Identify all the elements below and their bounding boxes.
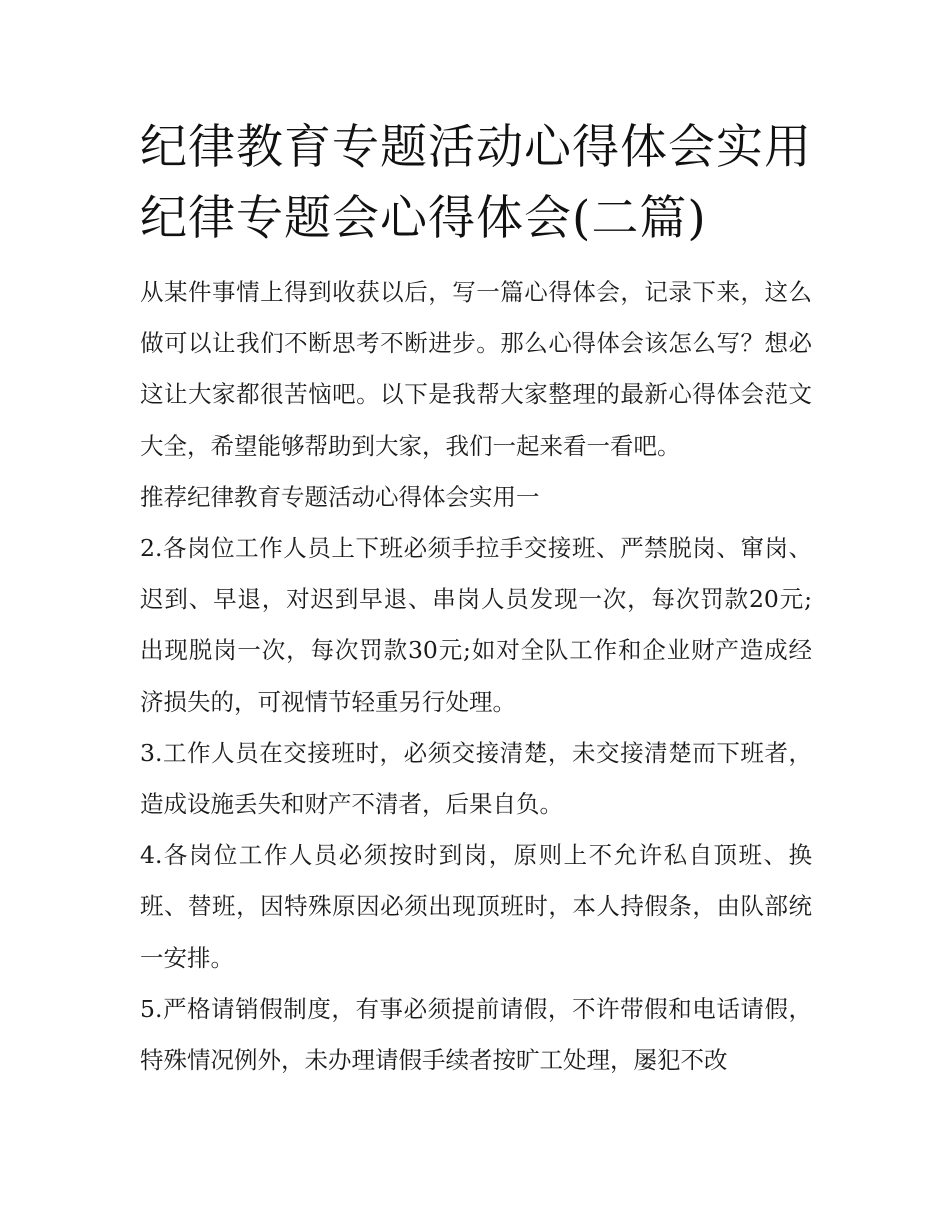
rule-item-5: 5.严格请销假制度，有事必须提前请假，不许带假和电话请假，特殊情况例外，未办理请假手续者按旷工处理，屡犯不改 xyxy=(140,994,812,1075)
section-heading: 推荐纪律教育专题活动心得体会实用一 xyxy=(140,482,540,511)
rule-item-2: 2.各岗位工作人员上下班必须手拉手交接班、严禁脱岗、窜岗、迟到、早退，对迟到早退、串岗人员发现一次，每次罚款20元;出现脱岗一次，每次罚款30元;如对全队工作和企业财产造成经济损失的，可视情节轻重另行处理。 xyxy=(140,534,812,716)
rule-item-3: 3.工作人员在交接班时，必须交接清楚，未交接清楚而下班者，造成设施丢失和财产不清者，后果自负。 xyxy=(140,738,812,819)
intro-paragraph: 从某件事情上得到收获以后，写一篇心得体会，记录下来，这么做可以让我们不断思考不断进步。那么心得体会该怎么写？想必这让大家都很苦恼吧。以下是我帮大家整理的最新心得体会范文大全，希望能够帮助到大家，我们一起来看一看吧。 xyxy=(140,278,812,460)
document-body xyxy=(140,112,812,1086)
document-title: 纪律教育专题活动心得体会实用 纪律专题会心得体会(二篇) xyxy=(140,120,812,246)
paragraph-list xyxy=(140,267,812,1086)
rule-item-4: 4.各岗位工作人员必须按时到岗，原则上不允许私自顶班、换班、替班，因特殊原因必须出现顶班时，本人持假条，由队部统一安排。 xyxy=(140,841,812,972)
